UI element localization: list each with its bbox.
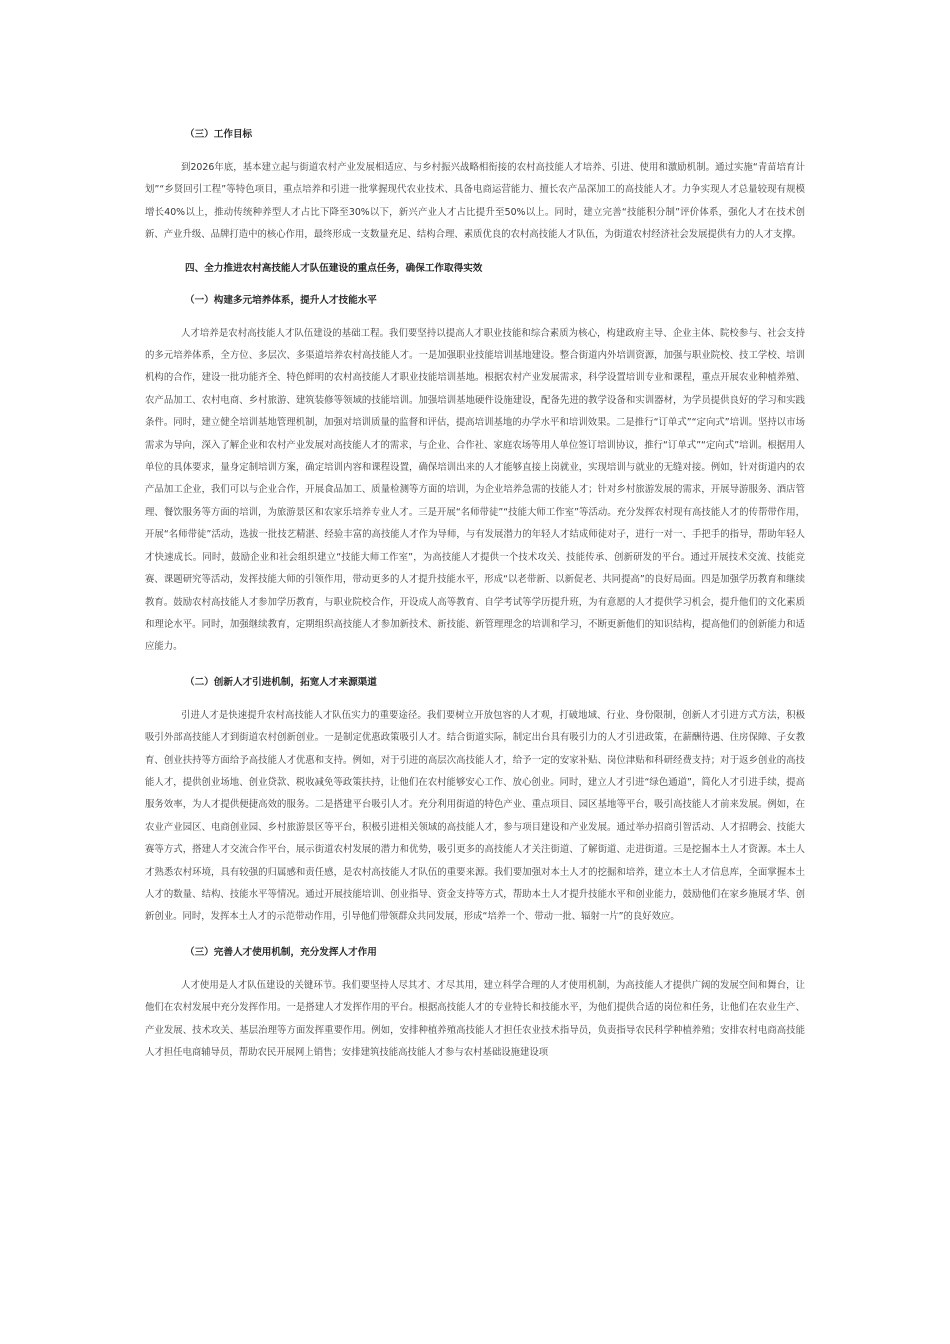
paragraph-task-three: 人才使用是人才队伍建设的关键环节。我们要坚持人尽其才、才尽其用，建立科学合理的人才使用机制，为高技能人才提供广阔的发展空间和舞台，让他们在农村发展中充分发挥作用。一是搭建人才发挥作用的平台。根据高技能人才的专业特长和技能水平，为他们提供合适的岗位和任务，让他们在农业生产、产业发展、技术攻关、基层治理等方面发挥重要作用。例如，安排种植养殖高技能人才担任农业技术指导员，负责指导农民科学种植养殖；安排农村电商高技能人才担任电商辅导员，帮助农民开展网上销售；安排建筑技能高技能人才参与农村基础设施建设项 [145, 979, 805, 1058]
paragraph-task-one: 人才培养是农村高技能人才队伍建设的基础工程。我们要坚持以提高人才职业技能和综合素质为核心，构建政府主导、企业主体、院校参与、社会支持的多元培养体系，全方位、多层次、多渠道培养农村高技能人才。一是加强职业技能培训基地建设。整合街道内外培训资源，加强与职业院校、技工学校、培训机构的合作，建设一批功能齐全、特色鲜明的农村高技能人才职业技能培训基地。根据农村产业发展需求，科学设置培训专业和课程，重点开展农业种植养殖、农产品加工、农村电商、乡村旅游、建筑装修等领域的技能培训。加强培训基地硬件设施建设，配备先进的教学设备和实训器材，为学员提供良好的学习和实践条件。同时，建立健全培训基地管理机制，加强对培训质量的监督和评估，提高培训基地的办学水平和培训效果。二是推行“订单式”“定向式”培训。坚持以市场需求为导向，深入了解企业和农村产业发展对高技能人才的需求，与企业、合作社、家庭农场等用人单位签订培训协议，推行“订单式”“定向式”培训。根据用人单位的具体要求，量身定制培训方案，确定培训内容和课程设置，确保培训出来的人才能够直接上岗就业，实现培训与就业的无缝对接。例如，针对街道内的农产品加工企业，我们可以与企业合作，开展食品加工、质量检测等方面的培训，为企业培养急需的技能人才；针对乡村旅游发展的需求，开展导游服务、酒店管理、餐饮服务等方面的培训，为旅游景区和农家乐培养专业人才。三是开展“名师带徒”“技能大师工作室”等活动。充分发挥农村现有高技能人才的传帮带作用，开展“名师带徒”活动，选拔一批技艺精湛、经验丰富的高技能人才作为导师，与有发展潜力的年轻人才结成师徒对子，进行一对一、手把手的指导，帮助年轻人才快速成长。同时，鼓励企业和社会组织建立“技能大师工作室”，为高技能人才提供一个技术攻关、技能传承、创新研发的平台。通过开展技术交流、技能竞赛、课题研究等活动，发挥技能大师的引领作用，带动更多的人才提升技能水平，形成“以老带新、以新促老、共同提高”的良好局面。四是加强学历教育和继续教育。鼓励农村高技能人才参加学历教育，与职业院校合作，开设成人高等教育、自学考试等学历提升班，为有意愿的人才提供学习机会，提升他们的文化素质和理论水平。同时，加强继续教育，定期组织高技能人才参加新技术、新技能、新管理理念的培训和学习，不断更新他们的知识结构，提高他们的创新能力和适应能力。 [145, 327, 805, 653]
task-one-heading: （一）构建多元培养体系，提升人才技能水平 [185, 294, 377, 306]
paragraph-work-goals: 到2026年底，基本建立起与街道农村产业发展相适应、与乡村振兴战略相衔接的农村高技能人才培养、引进、使用和激励机制。通过实施“青苗培育计划”“乡贤回引工程”等特色项目，重点培养和引进一批掌握现代农业技术、具备电商运营能力、擅长农产品深加工的高技能人才。力争实现人才总量较现有规模增长40%以上，推动传统种养型人才占比下降至30%以下，新兴产业人才占比提升至50%以上。同时，建立完善“技能积分制”评价体系，强化人才在技术创新、产业升级、品牌打造中的核心作用，最终形成一支数量充足、结构合理、素质优良的农村高技能人才队伍，为街道农村经济社会发展提供有力的人才支撑。 [145, 162, 805, 241]
part-four-heading: 四、全力推进农村高技能人才队伍建设的重点任务，确保工作取得实效 [185, 262, 483, 274]
section-heading-work-goals: （三）工作目标 [185, 129, 253, 140]
document-page [145, 125, 805, 1064]
task-two-heading: （二）创新人才引进机制，拓宽人才来源渠道 [185, 676, 377, 688]
task-three-heading: （三）完善人才使用机制，充分发挥人才作用 [185, 946, 377, 958]
paragraph-task-two: 引进人才是快速提升农村高技能人才队伍实力的重要途径。我们要树立开放包容的人才观，打破地域、行业、身份限制，创新人才引进方式方法，积极吸引外部高技能人才到街道农村创新创业。一是制定优惠政策吸引人才。结合街道实际，制定出台具有吸引力的人才引进政策，在薪酬待遇、住房保障、子女教育、创业扶持等方面给予高技能人才优惠和支持。例如，对于引进的高层次高技能人才，给予一定的安家补贴、岗位津贴和科研经费支持；对于返乡创业的高技能人才，提供创业场地、创业贷款、税收减免等政策扶持，让他们在农村能够安心工作、放心创业。同时，建立人才引进“绿色通道”，简化人才引进手续，提高服务效率，为人才提供便捷高效的服务。二是搭建平台吸引人才。充分利用街道的特色产业、重点项目、园区基地等平台，吸引高技能人才前来发展。例如，在农业产业园区、电商创业园、乡村旅游景区等平台，积极引进相关领域的高技能人才，参与项目建设和产业发展。通过举办招商引智活动、人才招聘会、技能大赛等方式，搭建人才交流合作平台，展示街道农村发展的潜力和优势，吸引更多的高技能人才关注街道、了解街道、走进街道。三是挖掘本土人才资源。本土人才熟悉农村环境，具有较强的归属感和责任感，是农村高技能人才队伍的重要来源。我们要加强对本土人才的挖掘和培养，建立本土人才信息库，全面掌握本土人才的数量、结构、技能水平等情况。通过开展技能培训、创业指导、资金支持等方式，帮助本土人才提升技能水平和创业能力，鼓励他们在家乡施展才华、创新创业。同时，发挥本土人才的示范带动作用，引导他们带领群众共同发展，形成“培养一个、带动一批、辐射一片”的良好效应。 [145, 709, 805, 923]
